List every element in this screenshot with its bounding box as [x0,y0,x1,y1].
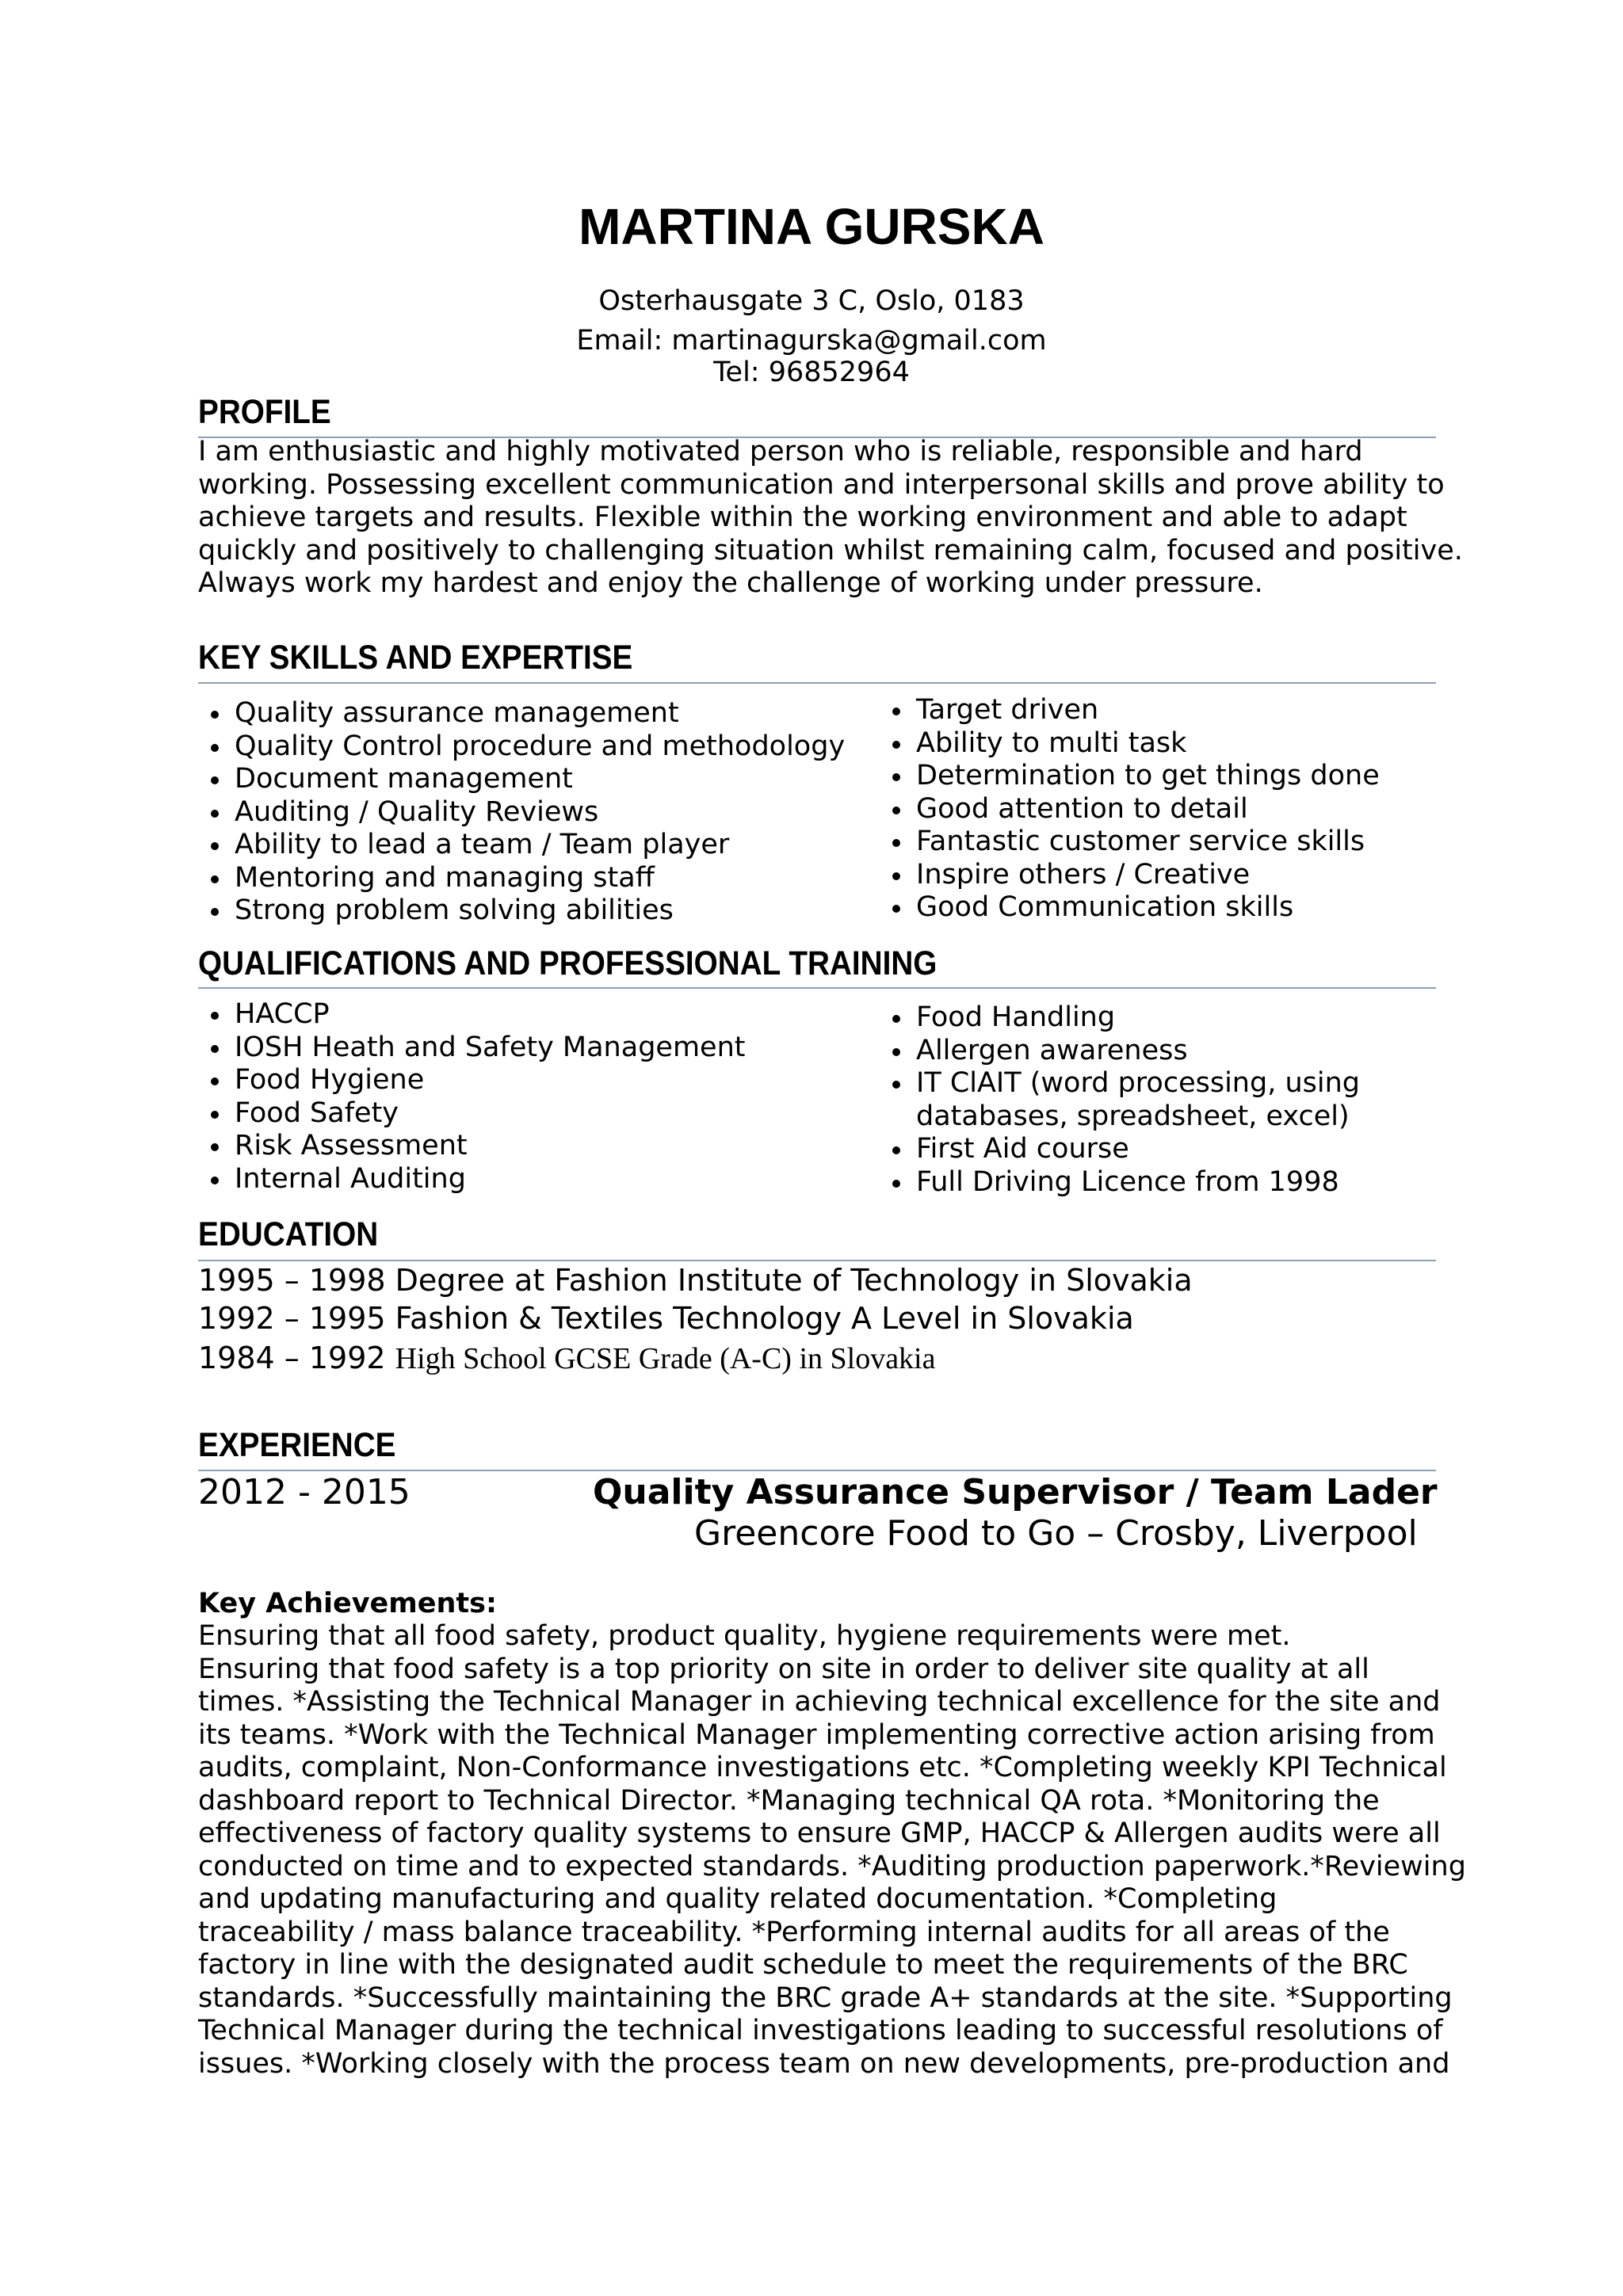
skills-list-right [880,694,1380,925]
education-years: 1995 – 1998 [198,1263,386,1298]
achievements-line: Ensuring that all food safety, product quality, hygiene requirements were met. [198,1620,1291,1652]
education-heading: EDUCATION [198,1215,379,1253]
education-row [198,1261,1193,1299]
list-item: Mentoring and managing staff [198,862,845,895]
list-item: Quality Control procedure and methodology [198,730,845,764]
profile-heading: PROFILE [198,393,331,431]
qualifications-divider [198,987,1436,989]
list-item: Determination to get things done [880,760,1380,793]
education-years: 1984 – 1992 [198,1341,386,1375]
list-item: Auditing / Quality Reviews [198,796,845,830]
job-company: Greencore Food to Go – Crosby, Liverpool [694,1513,1418,1554]
achievements-line: its teams. *Work with the Technical Manager implementing corrective action arising from [198,1718,1435,1751]
bullet-icon [211,1177,219,1184]
achievements-line: times. *Assisting the Technical Manager in achieving technical excellence for the site and [198,1686,1441,1718]
list-item: IT ClAIT (word processing, using [880,1067,1360,1100]
list-item: Full Driving Licence from 1998 [880,1166,1360,1199]
bullet-icon [892,807,900,814]
experience-divider [198,1470,1436,1471]
achievements-line: effectiveness of factory quality systems to ensure GMP, HACCP & Allergen audits were all [198,1817,1441,1849]
bullet-icon [892,905,900,913]
list-item: Ability to lead a team / Team player [198,829,845,862]
bullet-icon [211,1012,219,1020]
qualifications-heading: QUALIFICATIONS AND PROFESSIONAL TRAINING [198,944,938,982]
achievements-line: factory in line with the designated audit schedule to meet the requirements of the BRC [198,1949,1408,1981]
bullet-icon [211,875,219,883]
candidate-name: MARTINA GURSKA [579,198,1044,255]
bullet-icon [211,1045,219,1053]
list-item: Fantastic customer service skills [880,826,1380,859]
bullet-icon [892,741,900,749]
skills-heading: KEY SKILLS AND EXPERTISE [198,639,633,677]
bullet-icon [211,842,219,850]
list-item: Food Handling [880,1001,1360,1035]
telephone: Tel: 96852964 [713,357,910,388]
achievements-line: dashboard report to Technical Director. *Managing technical QA rota. *Monitoring the [198,1784,1380,1817]
list-item: Inspire others / Creative [880,859,1380,892]
bullet-icon [892,1081,900,1089]
profile-line: working. Possessing excellent communication and interpersonal skills and prove ability to [198,468,1445,501]
list-item: Internal Auditing [198,1163,745,1196]
bullet-icon [211,744,219,752]
qualifications-list-left [198,998,745,1196]
achievements-text [198,1620,1466,2081]
bullet-icon [211,1143,219,1151]
bullet-icon [211,1111,219,1119]
bullet-icon [211,908,219,916]
list-item: Quality assurance management [198,697,845,730]
list-item: Good attention to detail [880,793,1380,826]
achievements-line: and updating manufacturing and quality related documentation. *Completing [198,1883,1277,1915]
profile-line: Always work my hardest and enjoy the challenge of working under pressure. [198,567,1263,599]
list-item: IOSH Heath and Safety Management [198,1032,745,1065]
list-item: Target driven [880,694,1380,727]
achievements-line: conducted on time and to expected standards. *Auditing production paperwork.*Reviewing [198,1850,1466,1882]
key-achievements-label: Key Achievements: [198,1588,497,1619]
bullet-icon [892,1048,900,1056]
list-item: HACCP [198,998,745,1032]
bullet-icon [211,1077,219,1085]
skills-list-left [198,697,845,928]
profile-line: quickly and positively to challenging situation whilst remaining calm, focused and positive. [198,534,1463,566]
list-item: Strong problem solving abilities [198,894,845,928]
list-item: First Aid course [880,1133,1360,1166]
education-description: Fashion & Textiles Technology A Level in Slovakia [395,1301,1134,1336]
profile-line: I am enthusiastic and highly motivated person who is reliable, responsible and hard [198,436,1363,467]
achievements-line: issues. *Working closely with the process team on new developments, pre-production and [198,2047,1450,2080]
list-item: Food Safety [198,1097,745,1131]
email: Email: martinagurska@gmail.com [576,325,1047,357]
list-item: Good Communication skills [880,891,1380,925]
bullet-icon [892,707,900,715]
bullet-icon [211,711,219,719]
profile-line: achieve targets and results. Flexible within the working environment and able to adapt [198,502,1407,533]
job-dates: 2012 - 2015 [198,1472,411,1512]
bullet-icon [892,1146,900,1154]
list-item: Risk Assessment [198,1130,745,1163]
education-row [198,1299,1134,1337]
list-item: Food Hygiene [198,1064,745,1097]
achievements-line: traceability / mass balance traceability. *Performing internal audits for all areas of the [198,1916,1390,1948]
education-description: High School GCSE Grade (A-C) in Slovakia [395,1342,936,1375]
list-item-continuation: databases, spreadsheet, excel) [916,1100,1350,1132]
bullet-icon [211,810,219,818]
list-item: Document management [198,763,845,796]
bullet-icon [892,1015,900,1023]
list-item: Allergen awareness [880,1035,1360,1068]
achievements-line: audits, complaint, Non-Conformance investigations etc. *Completing weekly KPI Technical [198,1752,1447,1783]
bullet-icon [892,872,900,880]
profile-text [198,436,1463,601]
achievements-line: Ensuring that food safety is a top priority on site in order to deliver site quality at all [198,1653,1369,1685]
address: Osterhausgate 3 C, Oslo, 0183 [598,285,1025,317]
achievements-line: Technical Manager during the technical investigations leading to successful resolutions of [198,2015,1443,2046]
bullet-icon [892,839,900,847]
list-item: Ability to multi task [880,727,1380,761]
education-description: Degree at Fashion Institute of Technology in Slovakia [395,1263,1193,1298]
experience-heading: EXPERIENCE [198,1426,396,1464]
bullet-icon [892,773,900,781]
bullet-icon [211,776,219,784]
education-years: 1992 – 1995 [198,1301,386,1336]
qualifications-list-right [880,1001,1360,1199]
job-title: Quality Assurance Supervisor / Team Lader [593,1472,1438,1512]
skills-divider [198,682,1436,684]
bullet-icon [892,1180,900,1188]
education-row [198,1339,935,1378]
achievements-line: standards. *Successfully maintaining the BRC grade A+ standards at the site. *Supporting [198,1981,1453,2014]
